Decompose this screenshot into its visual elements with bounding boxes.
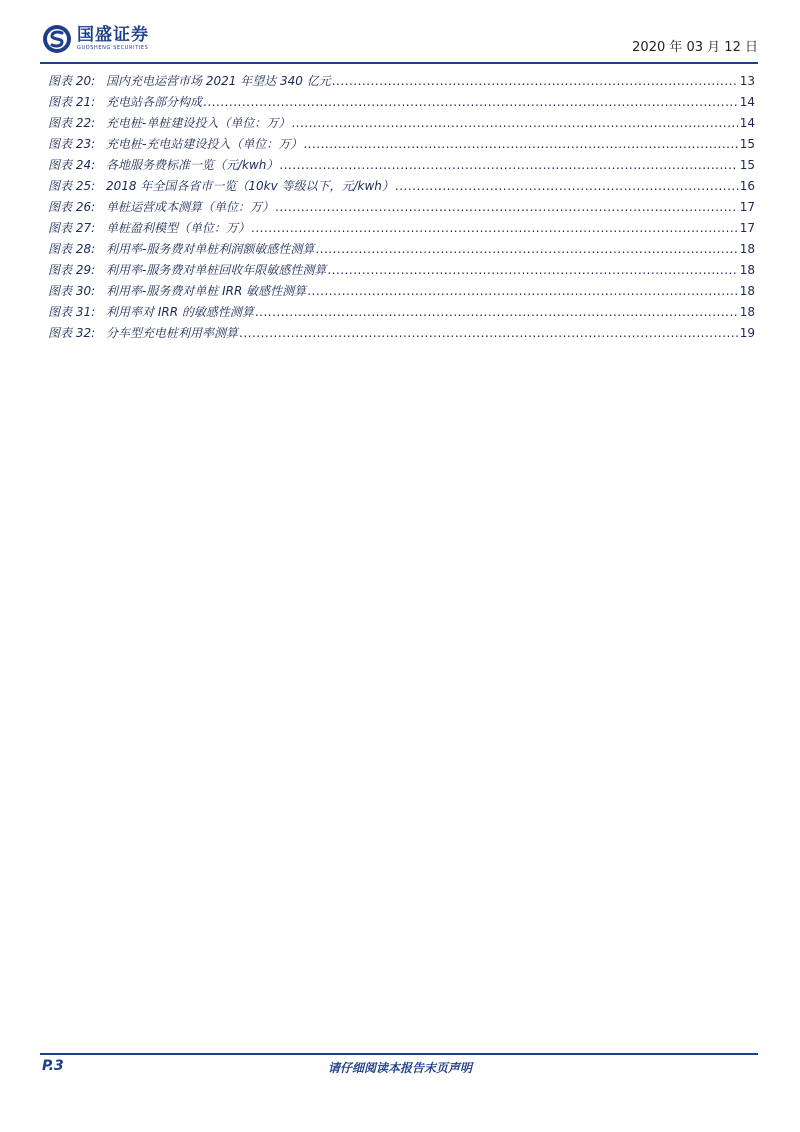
toc-page-number: 19	[739, 326, 755, 340]
toc-figure-label: 图表 28:	[48, 242, 96, 256]
toc-entry[interactable]	[48, 260, 755, 281]
toc-page-number: 16	[739, 179, 755, 193]
toc-figure-label: 图表 32:	[48, 326, 96, 340]
footer-divider	[40, 1053, 758, 1055]
toc-page-number: 18	[739, 263, 755, 277]
toc-page-number: 15	[739, 158, 755, 172]
toc-entry[interactable]	[48, 155, 755, 176]
toc-figure-title: 国内充电运营市场 2021 年望达 340 亿元	[106, 74, 331, 88]
toc-page-number: 18	[739, 284, 755, 298]
toc-figure-title: 利用率-服务费对单桩利润额敏感性测算	[106, 242, 315, 256]
toc-leader-dots	[332, 71, 738, 92]
toc-entry[interactable]	[48, 134, 755, 155]
toc-leader-dots	[395, 176, 738, 197]
toc-figure-title: 充电桩-单桩建设投入（单位：万）	[106, 116, 291, 130]
page-header	[40, 24, 758, 62]
toc-figure-title: 利用率-服务费对单桩 IRR 敏感性测算	[106, 284, 307, 298]
header-divider	[40, 62, 758, 64]
toc-page-number: 15	[739, 137, 755, 151]
toc-entry[interactable]	[48, 71, 755, 92]
toc-figure-label: 图表 22:	[48, 116, 96, 130]
toc-figure-label: 图表 24:	[48, 158, 96, 172]
company-logo	[42, 24, 149, 54]
toc-page-number: 18	[739, 305, 755, 319]
toc-leader-dots	[239, 323, 738, 344]
toc-entry[interactable]	[48, 281, 755, 302]
toc-figure-title: 利用率-服务费对单桩回收年限敏感性测算	[106, 263, 327, 277]
toc-entry[interactable]	[48, 323, 755, 344]
toc-figure-label: 图表 20:	[48, 74, 96, 88]
toc-leader-dots	[251, 218, 738, 239]
toc-figure-title: 单桩盈利模型（单位：万）	[106, 221, 251, 235]
logo-english-name: GUOSHENG SECURITIES	[77, 45, 149, 51]
toc-figure-title: 2018 年全国各省市一览（10kv 等级以下，元/kwh）	[106, 179, 394, 193]
toc-page-number: 13	[739, 74, 755, 88]
toc-figure-label: 图表 27:	[48, 221, 96, 235]
toc-entry[interactable]	[48, 176, 755, 197]
toc-figure-label: 图表 26:	[48, 200, 96, 214]
toc-page-number: 14	[739, 116, 755, 130]
toc-leader-dots	[307, 281, 738, 302]
toc-leader-dots	[291, 113, 738, 134]
toc-figure-title: 分车型充电桩利用率测算	[106, 326, 239, 340]
toc-leader-dots	[327, 260, 738, 281]
footer-disclaimer: 请仔细阅读本报告末页声明	[327, 1061, 472, 1075]
toc-figure-label: 图表 21:	[48, 95, 96, 109]
toc-figure-title: 充电桩-充电站建设投入（单位：万）	[106, 137, 303, 151]
toc-figure-label: 图表 23:	[48, 137, 96, 151]
toc-page-number: 17	[739, 221, 755, 235]
toc-page-number: 14	[739, 95, 755, 109]
toc-leader-dots	[315, 239, 738, 260]
toc-entry[interactable]	[48, 239, 755, 260]
toc-entry[interactable]	[48, 197, 755, 218]
page-number: P.3	[42, 1058, 64, 1074]
toc-leader-dots	[303, 134, 738, 155]
toc-entry[interactable]	[48, 92, 755, 113]
toc-figure-label: 图表 29:	[48, 263, 96, 277]
toc-entry[interactable]	[48, 302, 755, 323]
toc-figure-title: 各地服务费标准一览（元/kwh）	[106, 158, 279, 172]
guosheng-logo-icon	[42, 24, 72, 54]
toc-figure-label: 图表 25:	[48, 179, 96, 193]
toc-leader-dots	[255, 302, 738, 323]
logo-chinese-name: 国盛证券	[77, 25, 149, 45]
toc-leader-dots	[275, 197, 738, 218]
toc-figure-label: 图表 31:	[48, 305, 96, 319]
toc-entry[interactable]	[48, 218, 755, 239]
toc-figure-label: 图表 30:	[48, 284, 96, 298]
report-date: 2020 年 03 月 12 日	[632, 40, 758, 55]
toc-page-number: 18	[739, 242, 755, 256]
toc-page-number: 17	[739, 200, 755, 214]
toc-figure-title: 充电站各部分构成	[106, 95, 203, 109]
figure-list	[48, 71, 755, 344]
toc-leader-dots	[279, 155, 738, 176]
toc-figure-title: 单桩运营成本测算（单位：万）	[106, 200, 275, 214]
toc-figure-title: 利用率对 IRR 的敏感性测算	[106, 305, 254, 319]
toc-leader-dots	[203, 92, 738, 113]
toc-entry[interactable]	[48, 113, 755, 134]
